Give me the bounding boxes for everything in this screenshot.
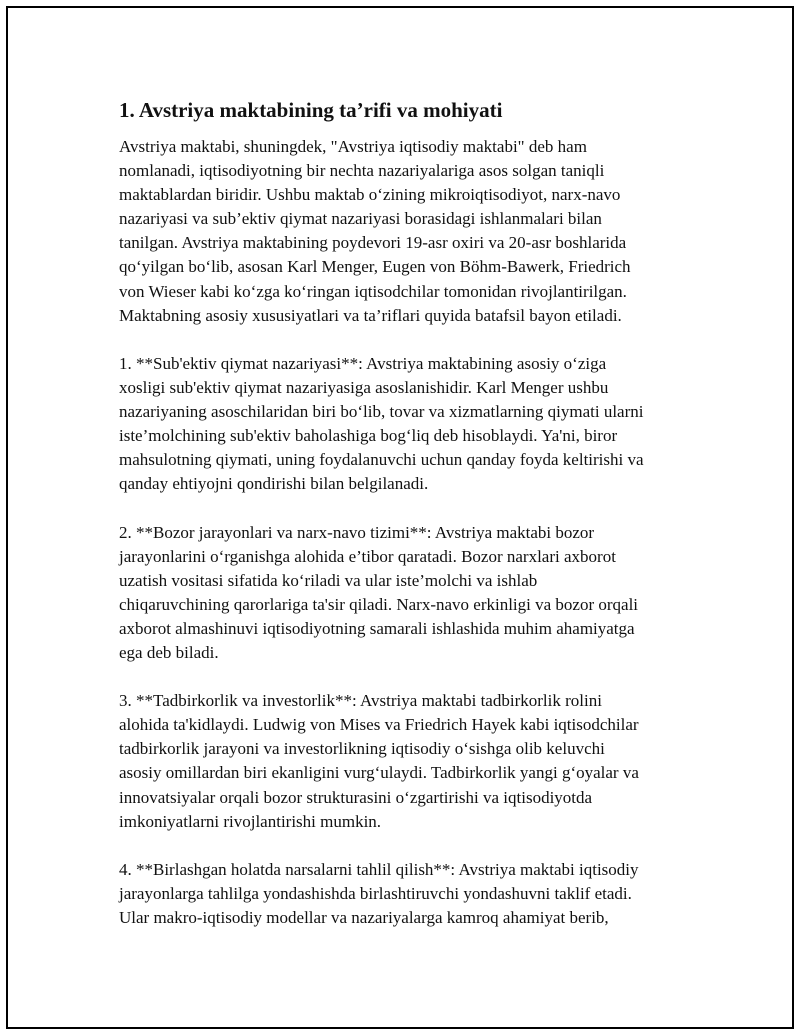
paragraph-2 (119, 352, 679, 497)
text-line: axborot almashinuvi iqtisodiyotning samarali ishlashida muhim ahamiyatga (119, 618, 635, 638)
text-line: asosiy omillardan biri ekanligini vurg‘ulaydi. Tadbirkorlik yangi g‘oyalar va (119, 763, 639, 783)
text-line: von Wieser kabi ko‘zga ko‘ringan iqtisodchilar tomonidan rivojlantirilgan. (119, 281, 627, 301)
text-line: jarayonlarga tahlilga yondashishda birlashtiruvchi yondashuvni taklif etadi. (119, 883, 632, 903)
text-line: tanilgan. Avstriya maktabining poydevori 19-asr oxiri va 20-asr boshlarida (119, 233, 627, 253)
text-line: chiqaruvchining qarorlariga ta'sir qiladi. Narx-navo erkinligi va bozor orqali (119, 594, 639, 614)
paragraph-1 (119, 135, 679, 328)
text-line: iste’molchining sub'ektiv baholashiga bog‘liq deb hisoblaydi. Ya'ni, biror (119, 426, 618, 446)
text-line: Ular makro-iqtisodiy modellar va nazariyalarga kamroq ahamiyat berib, (119, 908, 609, 927)
text-line: ega deb biladi. (119, 642, 219, 662)
paragraph-3 (119, 521, 679, 666)
text-line: 2. **Bozor jarayonlari va narx-navo tizimi**: Avstriya maktabi bozor (119, 522, 595, 542)
text-line: nomlanadi, iqtisodiyotning bir nechta nazariyalariga asos solgan taniqli (119, 161, 605, 181)
text-line: xosligi sub'ektiv qiymat nazariyasiga asoslanishidir. Karl Menger ushbu (119, 377, 609, 397)
paragraph-5 (119, 858, 679, 930)
text-line: Maktabning asosiy xususiyatlari va ta’riflari quyida batafsil bayon etiladi. (119, 305, 622, 325)
section-title: 1. Avstriya maktabining ta’rifi va mohiyati (119, 98, 503, 122)
text-line: alohida ta'kidlaydi. Ludwig von Mises va Friedrich Hayek kabi iqtisodchilar (119, 715, 639, 735)
text-line: Avstriya maktabi, shuningdek, "Avstriya iqtisodiy maktabi" deb ham (119, 137, 587, 156)
page-frame (6, 6, 794, 1029)
text-line: imkoniyatlarni rivojlantirishi mumkin. (119, 811, 382, 831)
text-line: uzatish vositasi sifatida ko‘riladi va ular iste’molchi va ishlab (119, 570, 538, 590)
text-line: 3. **Tadbirkorlik va investorlik**: Avstriya maktabi tadbirkorlik rolini (119, 691, 602, 711)
text-line: tadbirkorlik jarayoni va investorlikning iqtisodiy o‘sishga olib keluvchi (119, 739, 605, 759)
text-line: innovatsiyalar orqali bozor strukturasini o‘zgartirishi va iqtisodiyotda (119, 787, 593, 807)
text-line: mahsulotning qiymati, uning foydalanuvchi uchun qanday foyda keltirishi va (119, 450, 644, 470)
paragraph-4 (119, 689, 679, 834)
paragraph-list (119, 135, 679, 930)
text-line: nazariyasi va sub’ektiv qiymat nazariyasi borasidagi ishlanmalari bilan (119, 209, 602, 229)
document-body (119, 98, 679, 954)
text-line: 1. **Sub'ektiv qiymat nazariyasi**: Avstriya maktabining asosiy o‘ziga (119, 353, 607, 373)
text-line: qo‘yilgan bo‘lib, asosan Karl Menger, Eugen von Böhm-Bawerk, Friedrich (119, 257, 631, 277)
text-line: 4. **Birlashgan holatda narsalarni tahlil qilish**: Avstriya maktabi iqtisodiy (119, 859, 639, 879)
text-line: qanday ehtiyojni qondirishi bilan belgilanadi. (119, 474, 429, 494)
text-line: maktablardan biridir. Ushbu maktab o‘zining mikroiqtisodiyot, narx-navo (119, 185, 621, 205)
text-line: jarayonlarini o‘rganishga alohida e’tibor qaratadi. Bozor narxlari axborot (119, 546, 616, 566)
text-line: nazariyaning asoschilaridan biri bo‘lib, tovar va xizmatlarning qiymati ularni (119, 402, 644, 422)
